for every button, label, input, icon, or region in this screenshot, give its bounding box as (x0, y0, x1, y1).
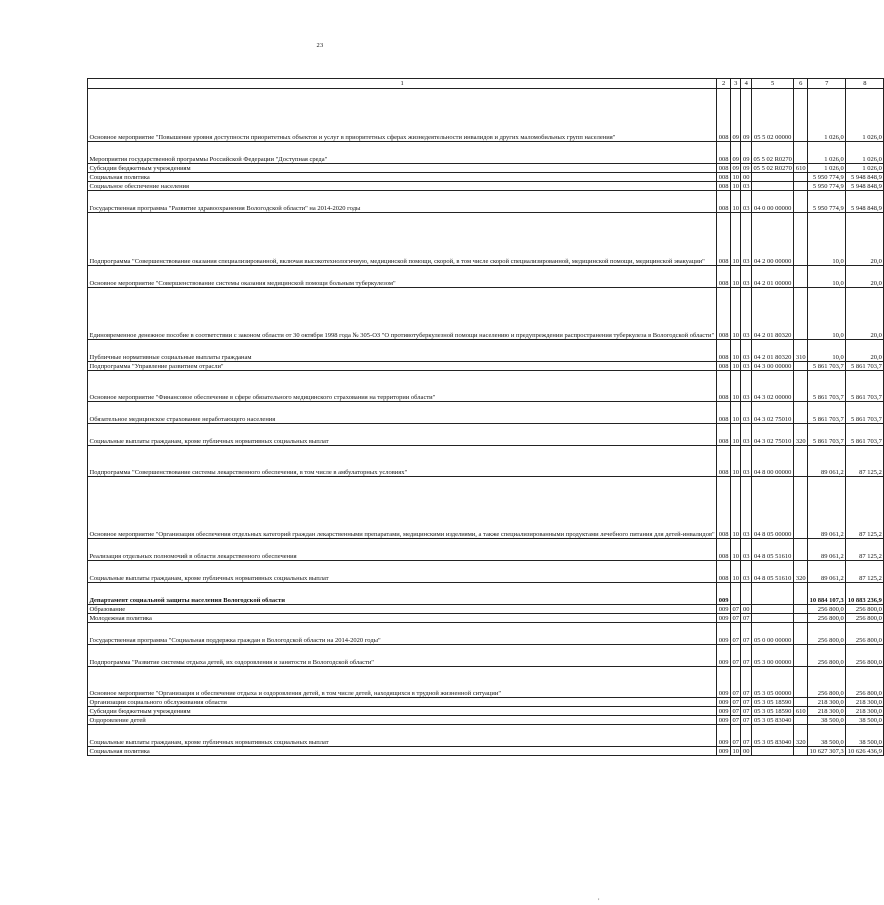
table-row (88, 424, 884, 446)
table-row (88, 605, 884, 614)
cell-expense-type (794, 213, 808, 266)
cell-amount-year2: 256 800,0 (846, 605, 884, 614)
cell-target-article: 04 8 05 51610 (751, 539, 793, 561)
cell-target-article: 04 3 02 00000 (751, 371, 793, 402)
cell-section: 10 (730, 213, 741, 266)
cell-amount-year1: 256 800,0 (808, 667, 846, 698)
row-name: Мероприятия государственной программы Российской Федерации "Доступная среда" (88, 142, 717, 164)
cell-section: 07 (732, 716, 739, 724)
row-name: Государственная программа "Социальная поддержка граждан в Вологодской области на 2014-2020 годы" (88, 623, 717, 645)
cell-expense-type (794, 173, 808, 182)
table-row (88, 266, 884, 288)
row-name: Социальные выплаты гражданам, кроме публичных нормативных социальных выплат (88, 561, 717, 583)
cell-section: 07 (732, 707, 739, 715)
cell-section: 07 (732, 698, 739, 706)
header-cell: 8 (846, 79, 884, 89)
cell-subsection: 07 (742, 716, 750, 724)
cell-section (730, 583, 741, 605)
cell-ministry: 008 (717, 266, 731, 288)
cell-ministry: 008 (717, 539, 731, 561)
header-cell: 4 (741, 79, 752, 89)
cell-expense-type: 320 (794, 561, 808, 583)
cell-amount-year1: 256 800,0 (808, 605, 846, 614)
table-row (88, 667, 884, 698)
cell-target-article: 04 3 02 75010 (751, 402, 793, 424)
row-name: Социальная политика (88, 173, 717, 182)
cell-subsection: 09 (742, 164, 750, 172)
cell-subsection: 03 (741, 477, 752, 539)
cell-target-article (751, 605, 793, 614)
table-row (88, 142, 884, 164)
table-row (88, 645, 884, 667)
cell-ministry: 009 (717, 667, 731, 698)
cell-amount-year2: 1 026,0 (846, 164, 884, 173)
cell-target-article: 04 2 01 80320 (751, 288, 793, 340)
cell-subsection: 03 (741, 539, 752, 561)
cell-amount-year1: 5 861 703,7 (808, 424, 846, 446)
cell-target-article: 04 2 01 00000 (751, 266, 793, 288)
cell-amount-year1: 89 061,2 (808, 446, 846, 477)
cell-expense-type (794, 371, 808, 402)
cell-amount-year1: 5 950 774,9 (808, 182, 846, 191)
cell-amount-year1: 5 861 703,7 (808, 371, 846, 402)
header-cell: 5 (751, 79, 793, 89)
cell-subsection: 03 (741, 446, 752, 477)
cell-expense-type: 310 (794, 340, 808, 362)
cell-ministry: 009 (717, 725, 731, 747)
table-header-row (88, 79, 884, 89)
cell-section: 10 (730, 191, 741, 213)
cell-section: 07 (730, 645, 741, 667)
cell-ministry: 008 (717, 288, 731, 340)
cell-subsection: 03 (741, 191, 752, 213)
cell-section: 07 (732, 614, 739, 622)
cell-amount-year2: 5 861 703,7 (846, 362, 884, 371)
row-name: Реализация отдельных полномочий в области лекарственного обеспечения (88, 539, 717, 561)
corner-mark: , (598, 895, 600, 901)
cell-amount-year1: 89 061,2 (808, 477, 846, 539)
cell-amount-year2: 20,0 (846, 288, 884, 340)
cell-target-article: 05 5 02 R0270 (751, 142, 793, 164)
cell-amount-year2: 20,0 (846, 340, 884, 362)
table-row (88, 402, 884, 424)
cell-expense-type (794, 716, 808, 725)
cell-subsection: 03 (741, 266, 752, 288)
cell-ministry: 009 (717, 623, 731, 645)
cell-target-article: 04 2 00 00000 (751, 213, 793, 266)
cell-subsection (741, 583, 752, 605)
cell-section: 10 (730, 561, 741, 583)
cell-expense-type: 610 (795, 707, 806, 715)
cell-target-article: 05 3 05 83040 (751, 716, 793, 725)
cell-amount-year2: 20,0 (846, 213, 884, 266)
cell-target-article (751, 583, 793, 605)
cell-subsection: 09 (741, 142, 752, 164)
cell-expense-type (794, 614, 808, 623)
header-cell: 7 (808, 79, 846, 89)
cell-amount-year1: 89 061,2 (808, 561, 846, 583)
table-row (88, 173, 884, 182)
cell-expense-type (794, 539, 808, 561)
cell-ministry: 009 (718, 605, 729, 613)
header-cell: 3 (730, 79, 741, 89)
table-row (88, 623, 884, 645)
cell-section: 10 (732, 182, 739, 190)
cell-expense-type (794, 623, 808, 645)
cell-ministry: 008 (718, 173, 729, 181)
table-row (88, 725, 884, 747)
cell-expense-type (794, 191, 808, 213)
cell-expense-type (794, 583, 808, 605)
cell-section: 10 (730, 288, 741, 340)
row-name: Подпрограмма "Развитие системы отдыха детей, их оздоровления и занятости в Вологодской области" (88, 645, 717, 667)
row-name: Основное мероприятие "Организация и обеспечение отдыха и оздоровления детей, в том числе детей, находящихся в трудной жизненной ситуации" (88, 667, 717, 698)
table-row (88, 698, 884, 707)
cell-target-article: 04 2 01 80320 (751, 340, 793, 362)
cell-target-article (751, 182, 793, 191)
cell-ministry: 009 (718, 614, 729, 622)
cell-ministry: 009 (718, 707, 729, 715)
row-name: Подпрограмма "Совершенствование системы лекарственного обеспечения, в том числе в амбулаторных условиях" (88, 446, 717, 477)
cell-amount-year2: 10 626 436,9 (847, 747, 882, 755)
cell-amount-year2: 10 883 236,9 (846, 583, 884, 605)
cell-amount-year1: 218 300,0 (808, 707, 846, 716)
cell-subsection: 00 (742, 605, 750, 613)
cell-ministry: 009 (717, 583, 731, 605)
cell-ministry: 008 (717, 191, 731, 213)
row-name: Публичные нормативные социальные выплаты гражданам (88, 340, 717, 362)
cell-expense-type (794, 747, 808, 756)
header-cell: 1 (88, 79, 717, 89)
cell-section: 10 (732, 173, 739, 181)
cell-section: 09 (730, 89, 741, 142)
cell-amount-year2: 218 300,0 (846, 707, 884, 716)
header-cell: 6 (794, 79, 808, 89)
cell-section: 10 (730, 402, 741, 424)
cell-ministry: 008 (717, 446, 731, 477)
cell-target-article: 04 3 00 00000 (751, 362, 793, 371)
cell-target-article: 05 5 02 R0270 (753, 164, 792, 172)
cell-subsection: 03 (741, 371, 752, 402)
cell-amount-year1: 38 500,0 (808, 716, 846, 725)
cell-subsection: 03 (741, 288, 752, 340)
cell-amount-year1: 89 061,2 (808, 539, 846, 561)
cell-subsection: 09 (741, 89, 752, 142)
cell-target-article (751, 614, 793, 623)
cell-section: 10 (730, 539, 741, 561)
cell-subsection: 03 (742, 182, 750, 190)
cell-amount-year2: 1 026,0 (846, 142, 884, 164)
cell-ministry: 008 (717, 424, 731, 446)
row-name: Единовременное денежное пособие в соответствии с законом области от 30 октября 1998 года № 305-ОЗ "О противотуберкулезной помощи населению и предупреждении распространения туберкулеза в Вологодской области" (88, 288, 717, 340)
row-name: Основное мероприятие "Повышение уровня доступности приоритетных объектов и услуг в приоритетных сферах жизнедеятельности инвалидов и других маломобильных групп населения" (88, 89, 717, 142)
row-name: Социальное обеспечение населения (88, 182, 717, 191)
row-name: Департамент социальной защиты населения Вологодской области (88, 583, 717, 605)
cell-target-article (751, 173, 793, 182)
budget-table (87, 78, 884, 756)
cell-target-article: 05 3 05 18590 (751, 707, 793, 716)
cell-subsection: 07 (741, 667, 752, 698)
cell-amount-year1: 256 800,0 (808, 645, 846, 667)
cell-amount-year1: 5 861 703,7 (808, 402, 846, 424)
row-name: Обязательное медицинское страхование неработающего населения (88, 402, 717, 424)
cell-amount-year1: 10,0 (808, 288, 846, 340)
row-name: Основное мероприятие "Организация обеспечения отдельных категорий граждан лекарственными препаратами, медицинскими изделиями, а также специализированными продуктами лечебного питания для детей-инвалидов" (88, 477, 717, 539)
cell-expense-type: 610 (795, 164, 806, 172)
cell-ministry: 008 (717, 213, 731, 266)
cell-amount-year1: 1 026,0 (808, 89, 846, 142)
cell-amount-year2: 218 300,0 (846, 698, 884, 707)
table-row (88, 747, 884, 756)
cell-amount-year1: 5 861 703,7 (808, 362, 846, 371)
cell-ministry: 008 (718, 362, 729, 370)
cell-expense-type (794, 605, 808, 614)
cell-amount-year2: 38 500,0 (846, 725, 884, 747)
cell-amount-year2: 1 026,0 (846, 89, 884, 142)
cell-ministry: 008 (717, 142, 731, 164)
table-row (88, 89, 884, 142)
cell-amount-year2: 87 125,2 (846, 561, 884, 583)
cell-section: 10 (730, 266, 741, 288)
cell-expense-type (794, 362, 808, 371)
cell-section: 10 (730, 340, 741, 362)
cell-ministry: 008 (717, 340, 731, 362)
cell-amount-year2: 87 125,2 (846, 477, 884, 539)
row-name: Социальные выплаты гражданам, кроме публичных нормативных социальных выплат (88, 424, 717, 446)
cell-target-article: 05 3 00 00000 (751, 645, 793, 667)
cell-target-article: 05 3 05 18590 (751, 698, 793, 707)
table-row (88, 182, 884, 191)
cell-section: 10 (730, 446, 741, 477)
cell-amount-year2: 5 861 703,7 (846, 371, 884, 402)
cell-amount-year2: 5 948 848,9 (846, 173, 884, 182)
row-name: Основное мероприятие "Финансовое обеспечение в сфере обязательного медицинского страхования на территории области" (88, 371, 717, 402)
row-name: Организации социального обслуживания области (88, 698, 717, 707)
cell-target-article: 05 0 00 00000 (751, 623, 793, 645)
cell-subsection: 07 (742, 707, 750, 715)
cell-subsection: 07 (741, 645, 752, 667)
cell-amount-year2: 87 125,2 (846, 539, 884, 561)
cell-ministry: 008 (717, 89, 731, 142)
cell-expense-type (794, 446, 808, 477)
cell-amount-year1: 256 800,0 (808, 614, 846, 623)
cell-amount-year2: 256 800,0 (846, 645, 884, 667)
cell-amount-year2: 5 948 848,9 (846, 182, 884, 191)
row-name: Субсидии бюджетным учреждениям (88, 707, 717, 716)
row-name: Социальные выплаты гражданам, кроме публичных нормативных социальных выплат (88, 725, 717, 747)
cell-amount-year2: 38 500,0 (846, 716, 884, 725)
row-name: Подпрограмма "Совершенствование оказания специализированной, включая высокотехнологичную, медицинской помощи, скорой, в том числе скорой специализированной, медицинской помощи, медицинской эвакуации" (88, 213, 717, 266)
cell-ministry: 008 (717, 561, 731, 583)
cell-target-article: 05 3 05 00000 (751, 667, 793, 698)
cell-section: 07 (730, 725, 741, 747)
cell-amount-year2: 256 800,0 (846, 667, 884, 698)
cell-target-article: 04 8 00 00000 (751, 446, 793, 477)
cell-amount-year1: 10 627 307,3 (809, 747, 844, 755)
row-name: Молодежная политика (88, 614, 717, 623)
cell-expense-type (794, 402, 808, 424)
table-row (88, 191, 884, 213)
cell-expense-type (794, 89, 808, 142)
cell-ministry: 008 (718, 164, 729, 172)
cell-amount-year1: 10,0 (808, 213, 846, 266)
cell-expense-type (794, 142, 808, 164)
cell-expense-type (794, 667, 808, 698)
cell-amount-year1: 10,0 (808, 266, 846, 288)
cell-subsection: 03 (741, 424, 752, 446)
cell-amount-year1: 256 800,0 (808, 623, 846, 645)
cell-amount-year2: 20,0 (846, 266, 884, 288)
cell-expense-type (794, 182, 808, 191)
table-row (88, 583, 884, 605)
cell-ministry: 009 (718, 716, 729, 724)
table-row (88, 716, 884, 725)
cell-target-article: 04 8 05 51610 (751, 561, 793, 583)
cell-target-article: 05 3 05 83040 (751, 725, 793, 747)
cell-amount-year1: 10,0 (808, 340, 846, 362)
cell-amount-year2: 5 861 703,7 (846, 424, 884, 446)
cell-ministry: 009 (718, 747, 729, 755)
cell-ministry: 008 (717, 477, 731, 539)
row-name: Оздоровление детей (88, 716, 717, 725)
cell-subsection: 03 (741, 561, 752, 583)
cell-expense-type: 320 (794, 725, 808, 747)
table-row (88, 707, 884, 716)
row-name: Подпрограмма "Управление развитием отрасли" (88, 362, 717, 371)
cell-section: 10 (732, 747, 739, 755)
cell-amount-year1: 1 026,0 (808, 142, 846, 164)
cell-section: 07 (732, 605, 739, 613)
header-cell: 2 (717, 79, 731, 89)
cell-target-article (751, 747, 793, 756)
cell-ministry: 009 (717, 645, 731, 667)
table-row (88, 371, 884, 402)
cell-amount-year2: 5 948 848,9 (846, 191, 884, 213)
cell-amount-year1: 218 300,0 (808, 698, 846, 707)
cell-expense-type (794, 477, 808, 539)
cell-amount-year1: 5 950 774,9 (808, 191, 846, 213)
row-name: Образование (88, 605, 717, 614)
row-name: Основное мероприятие "Совершенствование системы оказания медицинской помощи больным туберкулезом" (88, 266, 717, 288)
row-name: Субсидии бюджетным учреждениям (88, 164, 717, 173)
cell-subsection: 07 (741, 725, 752, 747)
cell-amount-year1: 38 500,0 (808, 725, 846, 747)
page-number: 23 (316, 42, 324, 49)
cell-subsection: 00 (742, 747, 750, 755)
cell-amount-year1: 5 950 774,9 (808, 173, 846, 182)
cell-section: 10 (730, 424, 741, 446)
cell-subsection: 03 (741, 402, 752, 424)
cell-target-article: 05 5 02 00000 (751, 89, 793, 142)
cell-ministry: 008 (718, 182, 729, 190)
table-row (88, 614, 884, 623)
cell-target-article: 04 3 02 75010 (751, 424, 793, 446)
table-row (88, 446, 884, 477)
table-row (88, 362, 884, 371)
cell-expense-type (794, 288, 808, 340)
cell-expense-type (794, 266, 808, 288)
cell-ministry: 008 (717, 371, 731, 402)
cell-amount-year2: 87 125,2 (846, 446, 884, 477)
cell-subsection: 07 (742, 698, 750, 706)
cell-amount-year1: 1 026,0 (808, 164, 846, 173)
cell-amount-year1: 10 884 107,3 (808, 583, 846, 605)
row-name: Государственная программа "Развитие здравоохранения Вологодской области" на 2014-2020 годы (88, 191, 717, 213)
table-row (88, 213, 884, 266)
table-row (88, 539, 884, 561)
cell-amount-year2: 5 861 703,7 (846, 402, 884, 424)
table-row (88, 288, 884, 340)
cell-section: 09 (730, 142, 741, 164)
cell-subsection: 07 (741, 623, 752, 645)
table-row (88, 561, 884, 583)
table-row (88, 340, 884, 362)
table-row (88, 164, 884, 173)
cell-section: 07 (730, 623, 741, 645)
cell-expense-type (794, 698, 808, 707)
cell-section: 10 (730, 371, 741, 402)
cell-target-article: 04 8 05 00000 (751, 477, 793, 539)
cell-section: 10 (730, 477, 741, 539)
cell-subsection: 07 (742, 614, 750, 622)
cell-amount-year2: 256 800,0 (846, 623, 884, 645)
cell-section: 10 (732, 362, 739, 370)
cell-expense-type: 320 (794, 424, 808, 446)
table-row (88, 477, 884, 539)
cell-expense-type (794, 645, 808, 667)
cell-section: 09 (732, 164, 739, 172)
cell-ministry: 008 (717, 402, 731, 424)
row-name: Социальная политика (88, 747, 717, 756)
cell-subsection: 03 (741, 213, 752, 266)
cell-subsection: 00 (742, 173, 750, 181)
cell-section: 07 (730, 667, 741, 698)
cell-amount-year2: 256 800,0 (846, 614, 884, 623)
cell-target-article: 04 0 00 00000 (751, 191, 793, 213)
cell-ministry: 009 (718, 698, 729, 706)
cell-subsection: 03 (742, 362, 750, 370)
cell-subsection: 03 (741, 340, 752, 362)
